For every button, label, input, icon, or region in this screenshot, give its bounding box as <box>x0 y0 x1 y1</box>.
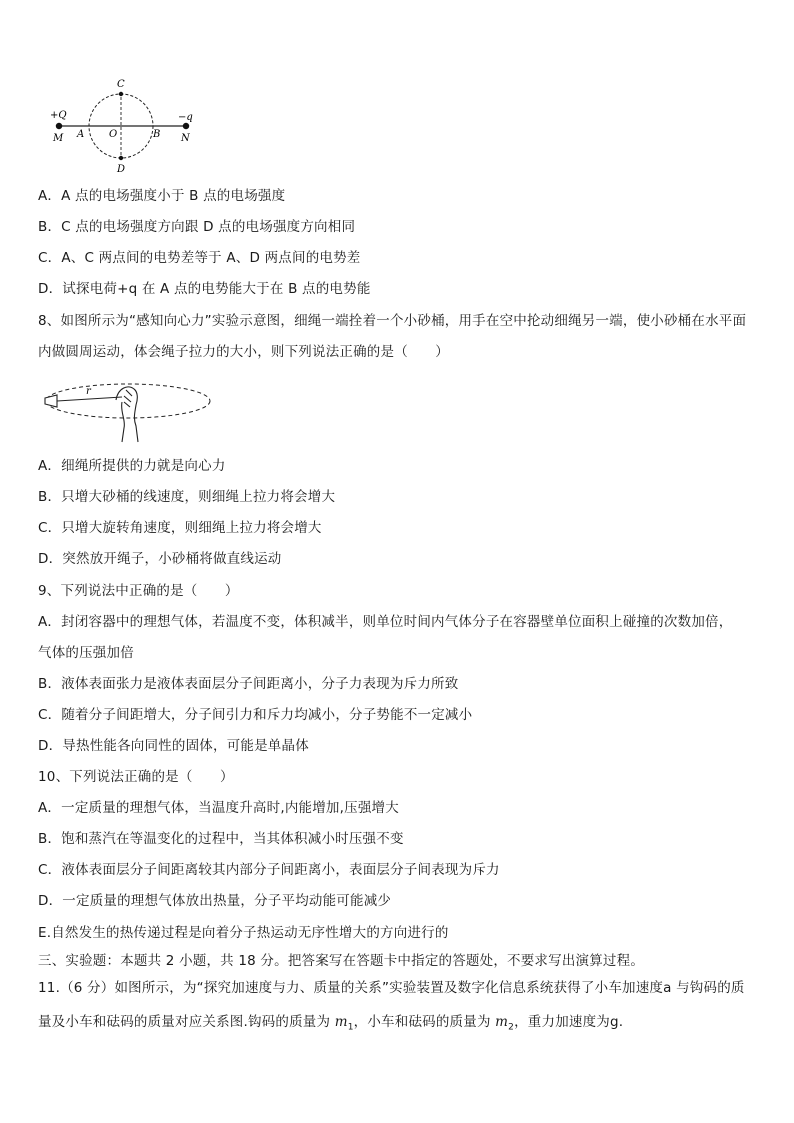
symbol-m2-sub: 2 <box>508 1022 515 1033</box>
q11-line2-part-a: 量及小车和砝码的质量对应关系图.钩码的质量为 <box>38 1014 335 1030</box>
point-c-dot <box>119 92 123 96</box>
q8-option-c: C．只增大旋转角速度，则细绳上拉力将会增大 <box>38 520 322 536</box>
q7-option-d: D．试探电荷+q 在 A 点的电势能大于在 B 点的电势能 <box>38 281 371 297</box>
q10-option-a: A．一定质量的理想气体，当温度升高时,内能增加,压强增大 <box>38 800 399 816</box>
charge-m-dot <box>56 123 62 129</box>
symbol-m1-sub: 1 <box>347 1022 354 1033</box>
q11-line2-part-b: ，小车和砝码的质量为 <box>353 1014 496 1030</box>
q11-line2 <box>38 1013 623 1037</box>
q9-option-a-line2: 气体的压强加倍 <box>38 645 134 661</box>
point-d-dot <box>119 156 123 160</box>
q8-option-a: A．细绳所提供的力就是向心力 <box>38 458 226 474</box>
q10-option-d: D．一定质量的理想气体放出热量，分子平均动能可能减少 <box>38 893 392 909</box>
q7-option-c: C．A、C 两点间的电势差等于 A、D 两点间的电势差 <box>38 250 361 266</box>
q10-option-b: B．饱和蒸汽在等温变化的过程中，当其体积减小时压强不变 <box>38 831 404 847</box>
q11-line1: 11.（6 分）如图所示，为“探究加速度与力、质量的关系”实验装置及数字化信息系统获得了小车加速度a 与钩码的质 <box>38 980 745 996</box>
q7-option-a: A．A 点的电场强度小于 B 点的电场强度 <box>38 188 286 204</box>
dashed-orbit <box>46 384 210 418</box>
label-m: M <box>53 133 64 144</box>
rope-line <box>57 397 122 401</box>
q7-option-b: B．C 点的电场强度方向跟 D 点的电场强度方向相同 <box>38 219 356 235</box>
q11-line2-part-c: ，重力加速度为g. <box>514 1014 624 1030</box>
symbol-m2: m <box>495 1014 509 1030</box>
q8-option-d: D．突然放开绳子，小砂桶将做直线运动 <box>38 551 282 567</box>
q9-stem: 9、下列说法中正确的是（ ） <box>38 583 239 599</box>
q8-stem-line1: 8、如图所示为“感知向心力”实验示意图，细绳一端拴着一个小砂桶，用手在空中抡动细绳另一端，使小砂桶在水平面 <box>38 313 747 329</box>
label-o: O <box>109 129 118 140</box>
label-c: C <box>117 79 125 90</box>
label-a: A <box>77 129 85 140</box>
label-d: D <box>117 164 126 175</box>
label-r: r <box>86 386 91 397</box>
label-plus-q: +Q <box>50 110 67 121</box>
q10-option-c: C．液体表面层分子间距离较其内部分子间距离小，表面层分子间表现为斥力 <box>38 862 500 878</box>
q8-option-b: B．只增大砂桶的线速度，则细绳上拉力将会增大 <box>38 489 336 505</box>
q10-stem: 10、下列说法正确的是（ ） <box>38 769 234 785</box>
q9-option-a-line1: A．封闭容器中的理想气体，若温度不变，体积减半，则单位时间内气体分子在容器壁单位面积上碰撞的次数加倍， <box>38 614 733 630</box>
sand-bucket <box>45 395 57 407</box>
charge-n-dot <box>183 123 189 129</box>
symbol-m1: m <box>334 1014 348 1030</box>
label-n: N <box>181 133 190 144</box>
q9-option-b: B．液体表面张力是液体表面层分子间距离小，分子力表现为斥力所致 <box>38 676 459 692</box>
section3-heading: 三、实验题：本题共 2 小题，共 18 分。把答案写在答题卡中指定的答题处，不要求写出演算过程。 <box>38 953 645 969</box>
charge-circle-diagram <box>40 74 210 184</box>
centripetal-force-diagram <box>40 372 215 448</box>
q9-option-d: D．导热性能各向同性的固体，可能是单晶体 <box>38 738 309 754</box>
label-minus-q: −q <box>178 112 193 123</box>
hand-drawing <box>116 387 138 442</box>
label-b: B <box>153 129 161 140</box>
q10-option-e: E.自然发生的热传递过程是向着分子热运动无序性增大的方向进行的 <box>38 925 449 941</box>
q8-stem-line2: 内做圆周运动，体会绳子拉力的大小，则下列说法正确的是（ ） <box>38 344 449 360</box>
q9-option-c: C．随着分子间距增大，分子间引力和斥力均减小，分子势能不一定减小 <box>38 707 473 723</box>
